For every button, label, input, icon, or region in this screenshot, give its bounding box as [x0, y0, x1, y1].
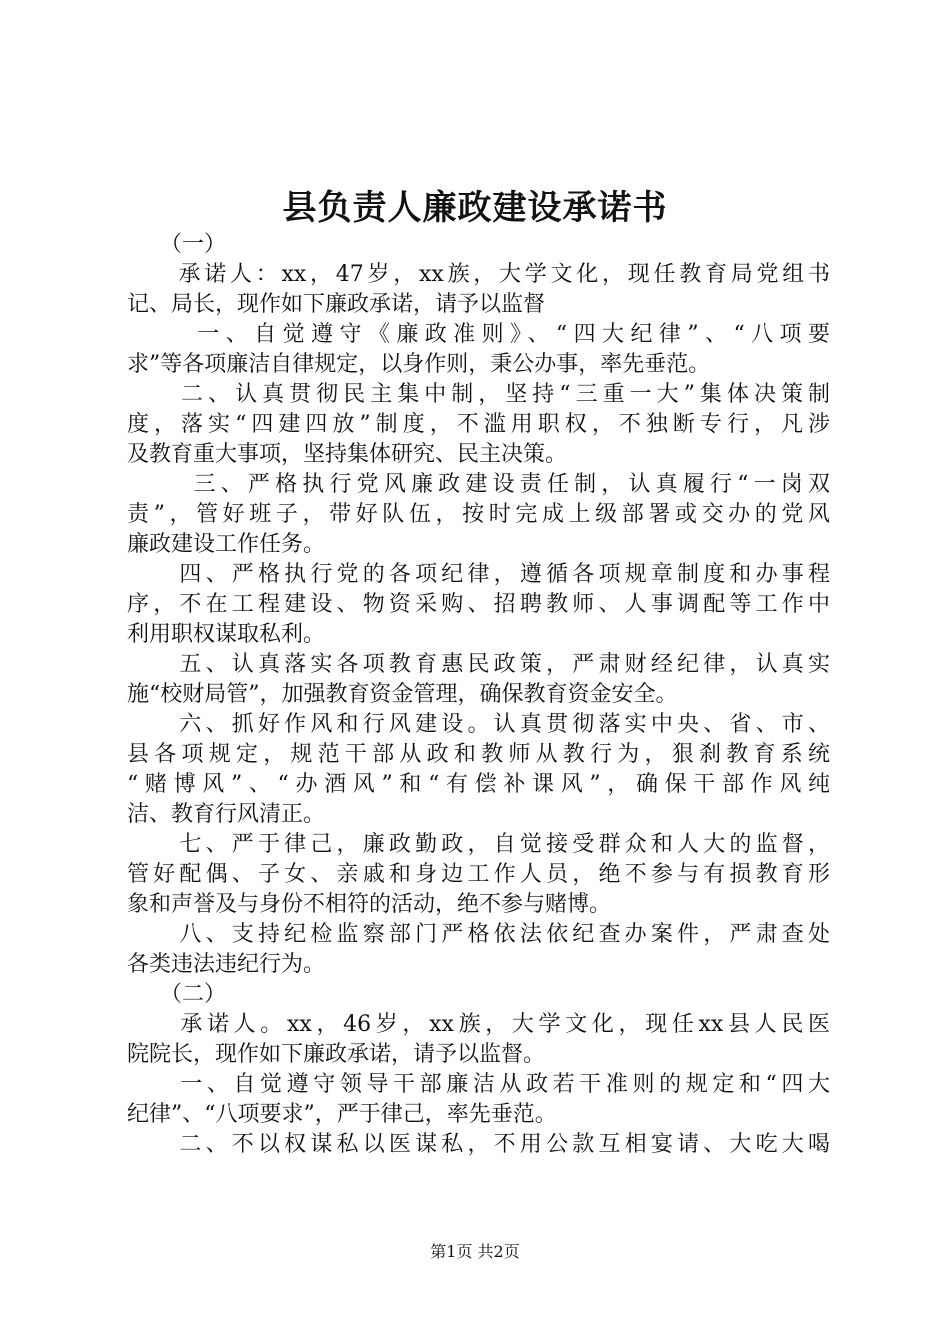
text-line: 县各项规定，规范干部从政和教师从教行为，狠刹教育系统 — [127, 742, 830, 767]
text-line: 八、支持纪检监察部门严格依法依纪查办案件，严肃查处 — [127, 922, 830, 947]
text-line: 记、局长，现作如下廉政承诺，请予以监督 — [127, 292, 546, 317]
text-line: 二、认真贯彻民主集中制，坚持“三重一大”集体决策制 — [127, 382, 830, 407]
text-line: 求”等各项廉洁自律规定，以身作则，秉公办事，率先垂范。 — [127, 352, 711, 377]
text-line: 度，落实“四建四放”制度，不滥用职权，不独断专行，凡涉 — [127, 412, 830, 437]
text-line: 管好配偶、子女、亲戚和身边工作人员，绝不参与有损教育形 — [127, 862, 830, 887]
text-line: 廉政建设工作任务。 — [127, 532, 326, 557]
text-line: 一、自觉遵守领导干部廉洁从政若干准则的规定和“四大 — [127, 1072, 830, 1097]
text-line: 六、抓好作风和行风建设。认真贯彻落实中央、省、市、 — [127, 712, 830, 737]
text-line: 五、认真落实各项教育惠民政策，严肃财经纪律，认真实 — [127, 652, 830, 677]
text-line: （二） — [127, 982, 227, 1007]
text-line: 象和声誉及与身份不相符的活动，绝不参与赌博。 — [127, 892, 612, 917]
text-line: 纪律”、“八项要求”，严于律己，率先垂范。 — [127, 1102, 557, 1127]
text-line: 承诺人：xx，47岁，xx族，大学文化，现任教育局党组书 — [127, 262, 830, 287]
text-line: 利用职权谋取私利。 — [127, 622, 326, 647]
text-line: 序，不在工程建设、物资采购、招聘教师、人事调配等工作中 — [127, 592, 830, 617]
text-line: 承诺人。xx，46岁，xx族，大学文化，现任xx县人民医 — [127, 1012, 830, 1037]
text-line: 七、严于律己，廉政勤政，自觉接受群众和人大的监督， — [127, 832, 830, 857]
document-title: 县负责人廉政建设承诺书 — [282, 188, 668, 228]
text-line: 责”，管好班子，带好队伍，按时完成上级部署或交办的党风 — [127, 502, 830, 527]
text-line: 三、严格执行党风廉政建设责任制，认真履行“一岗双 — [127, 472, 830, 497]
text-line: 院院长，现作如下廉政承诺，请予以监督。 — [127, 1042, 546, 1067]
text-line: 二、不以权谋私以医谋私，不用公款互相宴请、大吃大喝 — [127, 1132, 830, 1157]
text-line: 各类违法违纪行为。 — [127, 952, 326, 977]
text-line: 四、严格执行党的各项纪律，遵循各项规章制度和办事程 — [127, 562, 830, 587]
text-line: 洁、教育行风清正。 — [127, 802, 326, 827]
text-line: 一、自觉遵守《廉政准则》、“四大纪律”、“八项要 — [127, 322, 830, 347]
text-line: （一） — [127, 232, 227, 257]
text-line: 及教育重大事项，坚持集体研究、民主决策。 — [127, 442, 568, 467]
text-line: “赌博风”、“办酒风”和“有偿补课风”，确保干部作风纯 — [127, 772, 830, 797]
page-footer: 第1页 共2页 — [430, 1242, 520, 1261]
document-body — [127, 230, 830, 1160]
text-line: 施“校财局管”，加强教育资金管理，确保教育资金安全。 — [127, 682, 678, 707]
